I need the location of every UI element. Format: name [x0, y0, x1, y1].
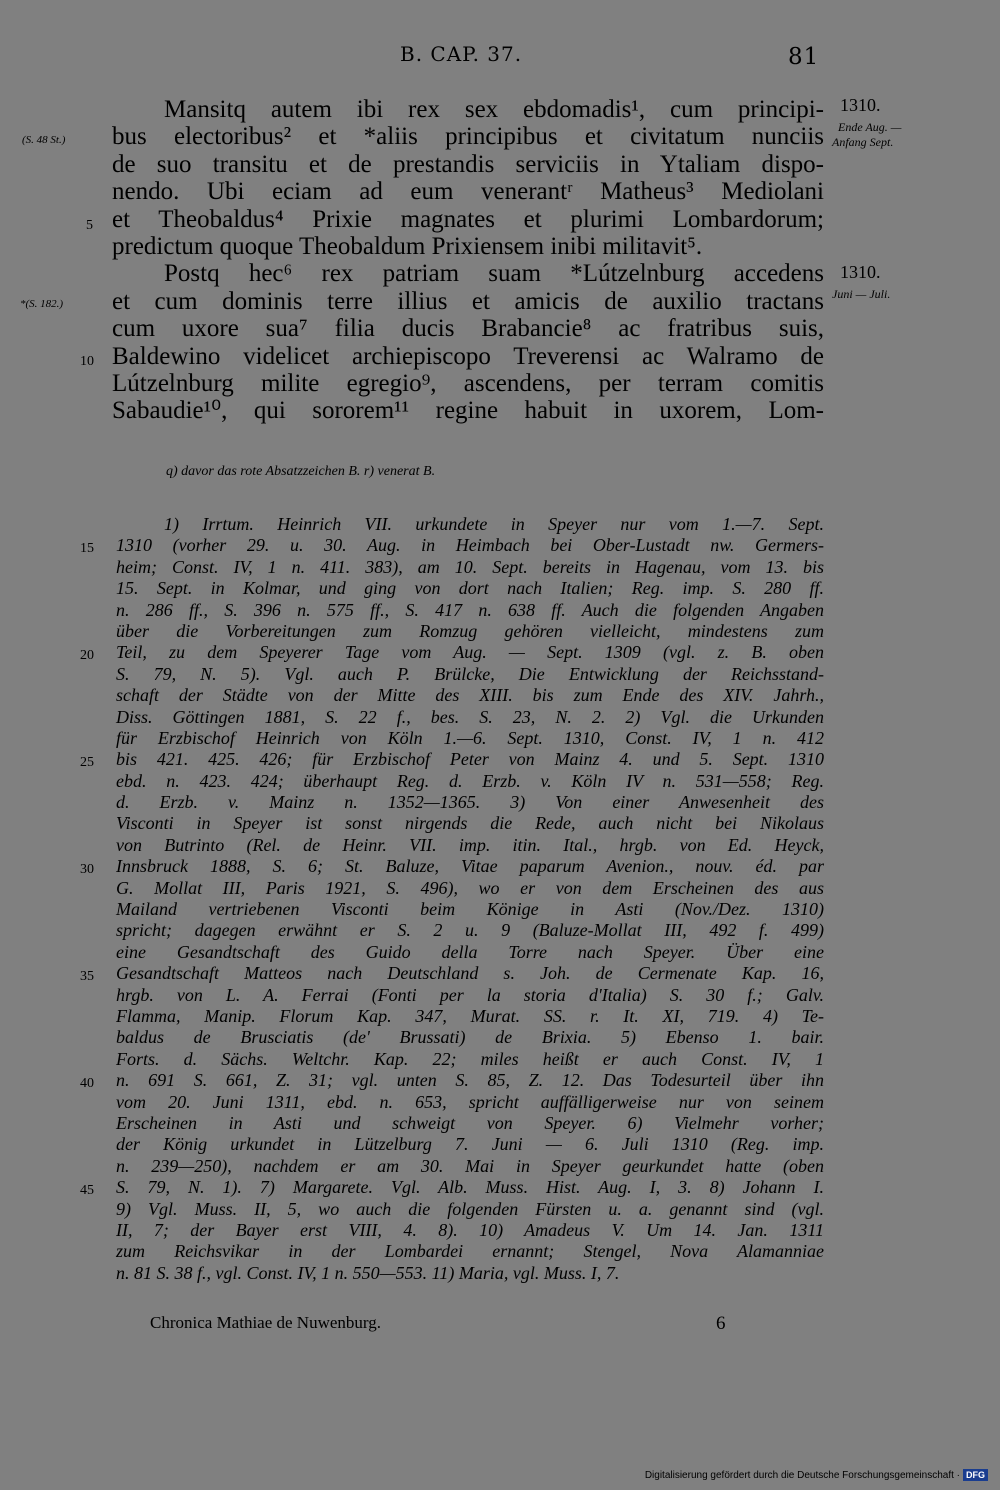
- footnote-line: eine Gesandtschaft des Guido della Torre nach Speyer. Über eine: [116, 941, 824, 962]
- main-line: cum uxore sua⁷ filia ducis Brabancie⁸ ac fratribus suis,: [112, 315, 824, 343]
- dfg-notice: [645, 1469, 988, 1481]
- footnote-line: der König urkundet in Lützelburg 7. Juni — 6. Juli 1310 (Reg. imp.: [116, 1134, 824, 1155]
- margin-ref-left: (S. 48 St.): [22, 134, 66, 146]
- footnote-line: bis 421. 425. 426; für Erzbischof Peter von Mainz 4. und 5. Sept. 1310: [116, 749, 824, 770]
- footnote-line: Diss. Göttingen 1881, S. 22 f., bes. S. 23, N. 2. 2) Vgl. die Urkunden: [116, 706, 824, 727]
- main-line: Sabaudie¹⁰, qui sororem¹¹ regine habuit in uxorem, Lom-: [112, 397, 824, 425]
- main-line: predictum quoque Theobaldum Prixiensem inibi militavit⁵.: [112, 232, 703, 260]
- main-line: nendo. Ubi eciam ad eum venerantʳ Matheus³ Mediolani: [112, 178, 824, 206]
- footnote-line: 9) Vgl. Muss. II, 5, wo auch die folgenden Fürsten u. a. genannt sind (vgl.: [116, 1198, 824, 1219]
- footnote-line: für Erzbischof Heinrich von Köln 1.—6. Sept. 1310, Const. IV, 1 n. 412: [116, 727, 824, 748]
- footnote-line: S. 79, N. 5). Vgl. auch P. Brülcke, Die Entwicklung der Reichsstand-: [116, 663, 824, 684]
- footnote-line: ebd. n. 423. 424; überhaupt Reg. d. Erzb. v. Köln IV n. 531—558; Reg.: [116, 770, 824, 791]
- main-line: Postq hec⁶ rex patriam suam *Lútzelnburg accedens: [164, 260, 824, 288]
- main-line: et cum dominis terre illius et amicis de auxilio tractans: [112, 287, 824, 315]
- footnote-line: 15. Sept. in Kolmar, und ging von dort nach Italien; Reg. imp. S. 280 ff.: [116, 578, 824, 599]
- main-line: de suo transitu et de prestandis serviciis in Ytaliam dispo-: [112, 150, 824, 178]
- footnote-line: von Butrinto (Rel. de Heinr. VII. imp. itin. Ital., hrgb. von Ed. Heyck,: [116, 834, 824, 855]
- footnote-line: Teil, zu dem Speyerer Tage vom Aug. — Sept. 1309 (vgl. z. B. oben: [116, 642, 824, 663]
- footnote-line: Innsbruck 1888, S. 6; St. Baluze, Vitae paparum Avenion., nouv. éd. par: [116, 856, 824, 877]
- margin-year: 1310.: [840, 95, 881, 115]
- footnote-line: Visconti in Speyer ist sonst nirgends die Rede, auch nicht bei Nikolaus: [116, 813, 824, 834]
- main-line: Lútzelnburg milite egregio⁹, ascendens, per terram comitis: [112, 369, 824, 397]
- signature-sheet: 6: [716, 1313, 726, 1334]
- footnote-line: Flamma, Manip. Florum Kap. 347, Murat. SS. r. It. XI, 719. 4) Te-: [116, 1005, 824, 1026]
- footnote-line: 1310 (vorher 29. u. 30. Aug. in Heimbach bei Ober-Lustadt nw. Germers-: [116, 535, 824, 556]
- page-number: 81: [788, 44, 820, 70]
- variant-notes: q) davor das rote Absatzzeichen B. r) venerat B.: [166, 464, 436, 479]
- footnote-line: S. 79, N. 1). 7) Margarete. Vgl. Alb. Muss. Hist. Aug. I, 3. 8) Johann I.: [116, 1177, 824, 1198]
- footnote-line: Gesandtschaft Matteos nach Deutschland s. Joh. de Cermenate Kap. 16,: [116, 963, 824, 984]
- line-number: 40: [80, 1076, 94, 1091]
- line-number: 25: [80, 755, 94, 770]
- line-number: 15: [80, 541, 94, 556]
- footnote-line: über die Vorbereitungen zum Romzug gehören vielleicht, mindestens zum: [116, 620, 824, 641]
- dfg-notice-text: Digitalisierung gefördert durch die Deutsche Forschungsgemeinschaft ·: [644, 1470, 960, 1481]
- line-number: 45: [80, 1183, 94, 1198]
- margin-ref-left: *(S. 182.): [20, 298, 64, 310]
- footnote-line: heim; Const. IV, 1 n. 411. 383), am 10. Sept. bereits in Hagenau, vom 13. bis: [116, 556, 824, 577]
- running-title: B. CAP. 37.: [400, 42, 523, 66]
- line-number: 35: [80, 969, 94, 984]
- margin-date-range: Ende Aug. —: [838, 120, 902, 134]
- footnote-line: vom 20. Juni 1311, ebd. n. 653, spricht auffälligerweise nur von seinem: [116, 1091, 824, 1112]
- dfg-logo: DFG: [963, 1469, 988, 1481]
- margin-date-range: Juni — Juli.: [832, 287, 891, 301]
- main-line: Baldewino videlicet archiepiscopo Treverensi ac Walramo de: [112, 342, 824, 370]
- margin-date-range: Anfang Sept.: [832, 135, 894, 149]
- footnote-line: zum Reichsvikar in der Lombardei ernannt; Stengel, Nova Alamanniae: [116, 1241, 824, 1262]
- line-number: 30: [80, 862, 94, 877]
- footnote-line: schaft der Städte von der Mitte des XIII. bis zum Ende des XIV. Jahrh.,: [116, 685, 824, 706]
- footnote-line: spricht; dagegen erwähnt er S. 2 u. 9 (Baluze-Mollat III, 492 f. 499): [116, 920, 824, 941]
- footnote-line: n. 239—250), nachdem er am 30. Mai in Speyer geurkundet hatte (oben: [116, 1155, 824, 1176]
- footnote-line: Erscheinen in Asti und schweigt von Speyer. 6) Vielmehr vorher;: [116, 1112, 824, 1133]
- line-number: 10: [80, 354, 94, 369]
- line-number: 5: [86, 218, 93, 233]
- line-number: 20: [80, 648, 94, 663]
- main-line: bus electoribus² et *aliis principibus et civitatum nunciis: [112, 123, 824, 151]
- main-line: et Theobaldus⁴ Prixie magnates et plurimi Lombardorum;: [112, 205, 824, 233]
- footnote-line: baldus de Brusciatis (de' Brussati) de Brixia. 5) Ebenso 1. bair.: [116, 1027, 824, 1048]
- footnote-line: d. Erzb. v. Mainz n. 1352—1365. 3) Von einer Anwesenheit des: [116, 792, 824, 813]
- footnote-line: hrgb. von L. A. Ferrai (Fonti per la storia d'Italia) S. 30 f.; Galv.: [116, 984, 824, 1005]
- main-text: [112, 96, 824, 425]
- main-line: Mansitq autem ibi rex sex ebdomadis¹, cum principi-: [164, 96, 824, 123]
- footnote-line: Forts. d. Sächs. Weltchr. Kap. 22; miles heißt er auch Const. IV, 1: [116, 1048, 824, 1069]
- signature-title: Chronica Mathiae de Nuwenburg.: [150, 1313, 382, 1332]
- footnote-line: Mailand vertriebenen Visconti beim Könige in Asti (Nov./Dez. 1310): [116, 899, 824, 920]
- footnote-line: n. 286 ff., S. 396 n. 575 ff., S. 417 n. 638 ff. Auch die folgenden Angaben: [116, 599, 824, 620]
- footnote-line: 1) Irrtum. Heinrich VII. urkundete in Speyer nur vom 1.—7. Sept.: [164, 514, 824, 534]
- footnotes: [116, 514, 824, 1284]
- footnote-line: n. 81 S. 38 f., vgl. Const. IV, 1 n. 550—553. 11) Maria, vgl. Muss. I, 7.: [116, 1262, 620, 1283]
- footnote-line: n. 691 S. 661, Z. 31; vgl. unten S. 85, Z. 12. Das Todesurteil über ihn: [116, 1070, 824, 1091]
- footnote-line: II, 7; der Bayer erst VIII, 4. 8). 10) Amadeus V. Um 14. Jan. 1311: [116, 1219, 824, 1240]
- footnote-line: G. Mollat III, Paris 1921, S. 496), wo er von dem Erscheinen des aus: [116, 877, 824, 898]
- margin-year: 1310.: [840, 262, 881, 282]
